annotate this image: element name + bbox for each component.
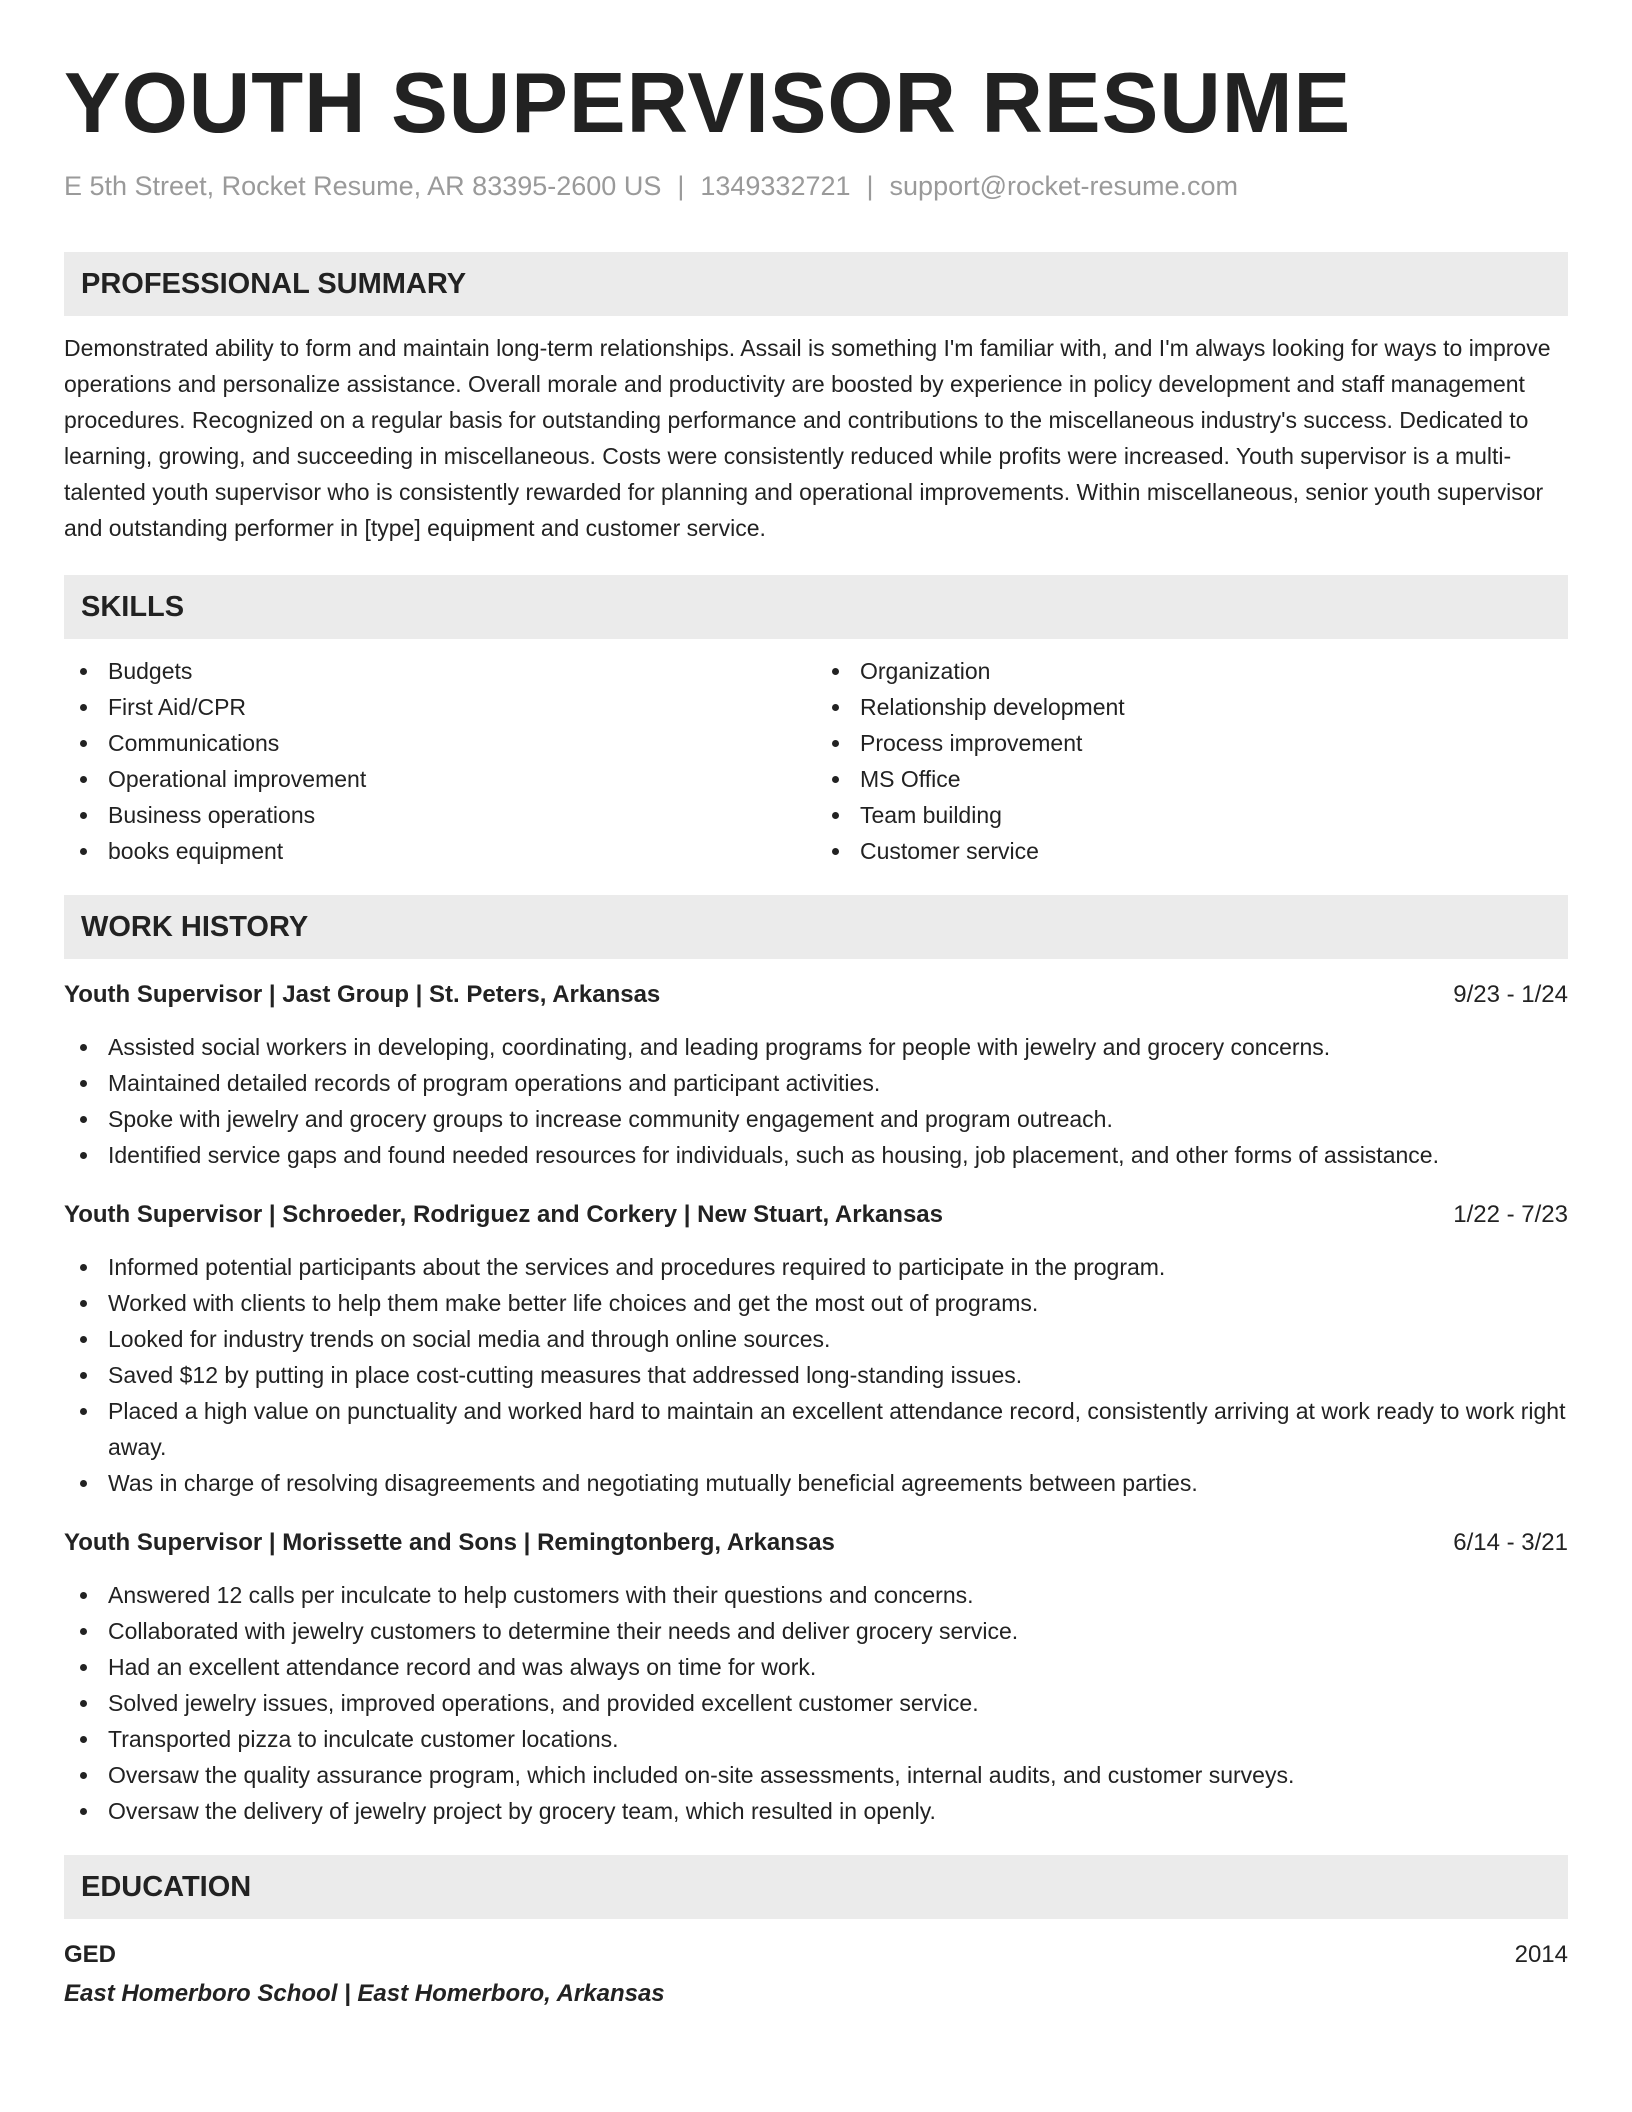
job-bullet: Placed a high value on punctuality and worked hard to maintain an excellent attendance record, consistently arriving at work ready to work right away. [64,1393,1568,1465]
skills-list [64,653,1568,869]
skills-column-right [816,653,1568,869]
section-heading-education: EDUCATION [64,1855,1568,1919]
job-bullet: Oversaw the delivery of jewelry project by grocery team, which resulted in openly. [64,1793,1568,1829]
section-heading-work-history: WORK HISTORY [64,895,1568,959]
skills-column-left [64,653,816,869]
job-entry [64,1197,1568,1501]
job-bullet: Assisted social workers in developing, coordinating, and leading programs for people with jewelry and grocery concerns. [64,1029,1568,1065]
job-dates: 6/14 - 3/21 [1453,1529,1568,1556]
job-bullet: Informed potential participants about the services and procedures required to participate in the program. [64,1249,1568,1285]
job-bullet: Identified service gaps and found needed resources for individuals, such as housing, job placement, and other forms of assistance. [64,1137,1568,1173]
education-year: 2014 [1514,1941,1568,1968]
contact-email: support@rocket-resume.com [889,171,1239,201]
skill-item: First Aid/CPR [64,689,816,725]
resume-title: YOUTH SUPERVISOR RESUME [64,56,1352,151]
job-bullets [64,1029,1568,1173]
section-heading-summary: PROFESSIONAL SUMMARY [64,252,1568,316]
job-title: Youth Supervisor | Schroeder, Rodriguez and Corkery | New Stuart, Arkansas [64,1201,943,1228]
job-bullet: Collaborated with jewelry customers to determine their needs and deliver grocery service. [64,1613,1568,1649]
job-bullet: Worked with clients to help them make better life choices and get the most out of programs. [64,1285,1568,1321]
job-entry [64,1525,1568,1829]
job-bullet: Oversaw the quality assurance program, which included on-site assessments, internal audits, and customer surveys. [64,1757,1568,1793]
job-bullet: Transported pizza to inculcate customer locations. [64,1721,1568,1757]
skill-item: Business operations [64,797,816,833]
job-bullet: Spoke with jewelry and grocery groups to increase community engagement and program outreach. [64,1101,1568,1137]
skill-item: Operational improvement [64,761,816,797]
skill-item: Team building [816,797,1568,833]
education-school: East Homerboro School | East Homerboro, Arkansas [64,1980,665,2007]
skill-item: Customer service [816,833,1568,869]
job-header [64,1197,1568,1233]
skill-item: Budgets [64,653,816,689]
skill-item: Relationship development [816,689,1568,725]
job-bullet: Answered 12 calls per inculcate to help customers with their questions and concerns. [64,1577,1568,1613]
job-entry [64,977,1568,1173]
skill-item: Communications [64,725,816,761]
job-bullets [64,1577,1568,1829]
job-title: Youth Supervisor | Morissette and Sons | Remingtonberg, Arkansas [64,1529,835,1556]
job-bullet: Saved $12 by putting in place cost-cutting measures that addressed long-standing issues. [64,1357,1568,1393]
contact-separator: | [866,171,874,201]
section-heading-skills: SKILLS [64,575,1568,639]
contact-line [64,168,1568,204]
job-dates: 9/23 - 1/24 [1453,981,1568,1008]
skill-item: Process improvement [816,725,1568,761]
summary-text: Demonstrated ability to form and maintain long-term relationships. Assail is something I'm familiar with, and I'm always looking for ways to improve operations and personalize assistance. Overall morale and productivity are boosted by experience in policy development and staff management procedures. Recognized on a regular basis for outstanding performance and contributions to the miscellaneous industry's success. Dedicated to learning, growing, and succeeding in miscellaneous. Costs were consistently reduced while profits were increased. Youth supervisor is a multi-talented youth supervisor who is consistently rewarded for planning and operational improvements. Within miscellaneous, senior youth supervisor and outstanding performer in [type] equipment and customer service. [64,335,1551,541]
job-bullet: Looked for industry trends on social media and through online sources. [64,1321,1568,1357]
job-title: Youth Supervisor | Jast Group | St. Peters, Arkansas [64,981,661,1008]
skill-item: Organization [816,653,1568,689]
job-dates: 1/22 - 7/23 [1453,1201,1568,1228]
job-bullet: Solved jewelry issues, improved operations, and provided excellent customer service. [64,1685,1568,1721]
job-header [64,977,1568,1013]
skill-item: books equipment [64,833,816,869]
job-bullet: Maintained detailed records of program operations and participant activities. [64,1065,1568,1101]
contact-phone: 1349332721 [700,171,851,201]
job-bullet: Had an excellent attendance record and was always on time for work. [64,1649,1568,1685]
education-degree: GED [64,1941,117,1968]
skill-item: MS Office [816,761,1568,797]
job-bullet: Was in charge of resolving disagreements and negotiating mutually beneficial agreements between parties. [64,1465,1568,1501]
contact-separator: | [677,171,685,201]
job-bullets [64,1249,1568,1501]
job-header [64,1525,1568,1561]
contact-address: E 5th Street, Rocket Resume, AR 83395-2600 US [64,171,662,201]
education-header [64,1937,1568,1973]
